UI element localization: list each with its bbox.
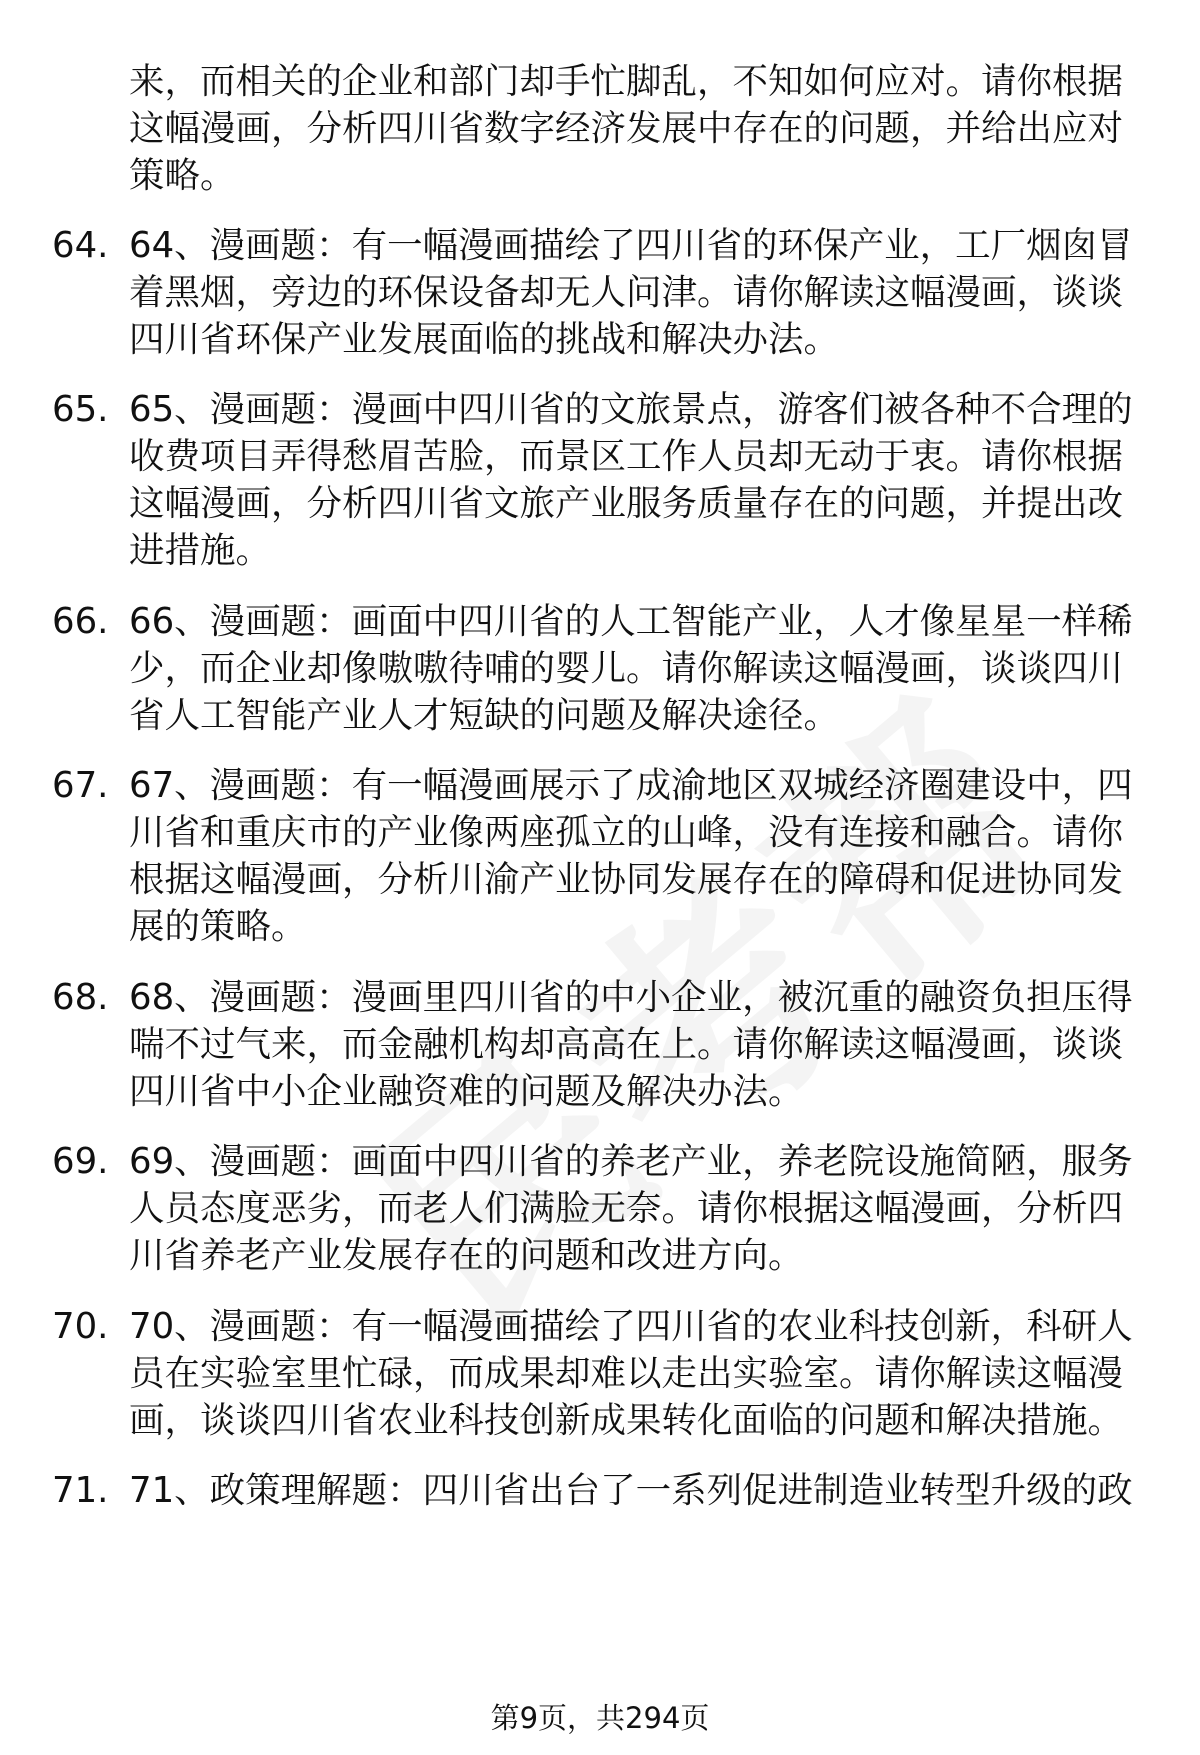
question-text: 67、漫画题：有一幅漫画展示了成渝地区双城经济圈建设中，四川省和重庆市的产业像两座孤立的山峰，没有连接和融合。请你根据这幅漫画，分析川渝产业协同发展存在的障碍和促进协同发展的策略。 [129, 765, 1133, 947]
question-number: 67. [52, 765, 109, 806]
continuation-paragraph: 来，而相关的企业和部门却手忙脚乱，不知如何应对。请你根据这幅漫画，分析四川省数字经济发展中存在的问题，并给出应对策略。 [129, 61, 1124, 196]
question-number: 66. [52, 601, 109, 642]
question-number: 64. [52, 225, 109, 266]
question-text: 71、政策理解题：四川省出台了一系列促进制造业转型升级的政 [129, 1470, 1133, 1511]
question-text: 65、漫画题：漫画中四川省的文旅景点，游客们被各种不合理的收费项目弄得愁眉苦脸，而景区工作人员却无动于衷。请你根据这幅漫画，分析四川省文旅产业服务质量存在的问题，并提出改进措施。 [129, 389, 1133, 571]
question-text: 66、漫画题：画面中四川省的人工智能产业，人才像星星一样稀少，而企业却像嗷嗷待哺的婴儿。请你解读这幅漫画，谈谈四川省人工智能产业人才短缺的问题及解决途径。 [129, 601, 1133, 736]
question-text: 69、漫画题：画面中四川省的养老产业，养老院设施简陋，服务人员态度恶劣，而老人们满脸无奈。请你根据这幅漫画，分析四川省养老产业发展存在的问题和改进方向。 [129, 1141, 1133, 1276]
question-number: 68. [52, 977, 109, 1018]
question-text: 64、漫画题：有一幅漫画描绘了四川省的环保产业，工厂烟囱冒着黑烟，旁边的环保设备却无人问津。请你解读这幅漫画，谈谈四川省环保产业发展面临的挑战和解决办法。 [129, 225, 1133, 360]
question-number: 65. [52, 389, 109, 430]
question-number: 71. [52, 1470, 109, 1511]
question-text: 70、漫画题：有一幅漫画描绘了四川省的农业科技创新，科研人员在实验室里忙碌，而成果却难以走出实验室。请你解读这幅漫画，谈谈四川省农业科技创新成果转化面临的问题和解决措施。 [129, 1306, 1133, 1441]
question-number: 70. [52, 1306, 109, 1347]
question-number: 69. [52, 1141, 109, 1182]
question-text: 68、漫画题：漫画里四川省的中小企业，被沉重的融资负担压得喘不过气来，而金融机构却高高在上。请你解读这幅漫画，谈谈四川省中小企业融资难的问题及解决办法。 [129, 977, 1133, 1112]
page-footer: 第9页，共294页 [490, 1701, 710, 1735]
